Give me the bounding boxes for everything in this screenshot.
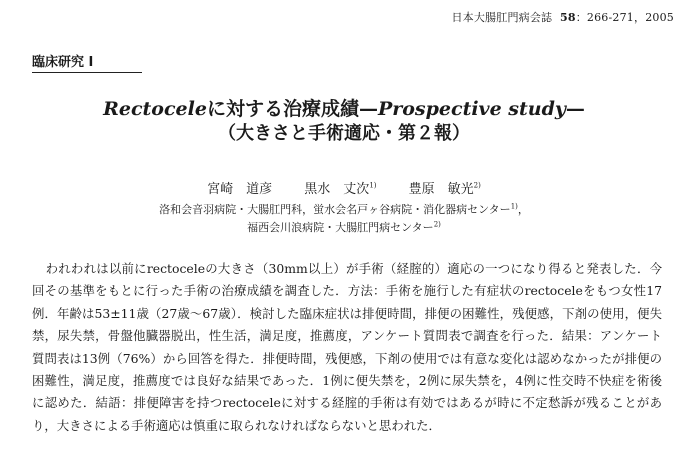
title-italic-rectocele: Rectocele xyxy=(103,98,207,120)
author xyxy=(304,182,376,197)
year-comma: ， xyxy=(634,11,646,24)
title-dash: — xyxy=(358,98,378,120)
affiliation-text: 洛和会音羽病院・大腸肛門科，蛍水会名戸ヶ谷病院・消化器病センター xyxy=(159,203,511,216)
affiliation-line-1 xyxy=(0,201,688,217)
journal-name: 日本大腸肛門病会誌 xyxy=(451,11,553,24)
author xyxy=(409,182,481,197)
journal-header xyxy=(451,9,674,25)
author-name: 豊原 敏光 xyxy=(408,182,474,197)
title-main: に対する治療成績 xyxy=(206,98,359,120)
journal-year: 2005 xyxy=(645,11,674,24)
author-mark: 2) xyxy=(473,181,481,190)
affiliation-text: 福西会川浪病院・大腸肛門病センター xyxy=(247,221,434,234)
author-list xyxy=(0,178,688,197)
affiliation-line-2 xyxy=(0,219,688,235)
title-italic-study: Prospective study xyxy=(377,98,566,120)
title-dash-end: — xyxy=(565,98,585,120)
author-name: 宮崎 道彦 xyxy=(207,182,273,197)
paper-title xyxy=(0,96,688,122)
journal-volume: 58 xyxy=(559,11,576,24)
section-tag: 臨床研究 I xyxy=(32,51,142,73)
abstract-text: われわれは以前にrectoceleの大きさ（30mm以上）が手術（経腟的）適応の一つになり得ると発表した．今回その基準をもとに行った手術の治療成績を調査した．方法：手術を施行した有症状のrectoceleをもつ女性17例．年齢は53±11歳（27歳〜67歳）．検討した臨床症状は排便時間，排便の困難性，残便感，下剤の使用，便失禁，尿失禁，骨盤他臓器脱出，性生活，満足度，推薦度，アンケート質問表で調査を行った．結果：アンケート質問表は13例（76%）から回答を得た．排便時間，残便感，下剤の使用では有意な変化は認めなかったが排便の困難性，満足度，推薦度では良好な結果であった．1例に便失禁を，2例に尿失禁を，4例に性交時不快症を術後に認めた．結語：排便障害を持つrectoceleに対する経腟的手術は有効ではあるが時に不定愁訴が残ることがあり，大きさによる手術適応は慎重に取られなければならないと思われた． xyxy=(32,261,662,433)
affiliation-mark: 2) xyxy=(433,220,441,229)
author xyxy=(207,182,272,197)
affiliation-mark: 1) xyxy=(510,202,518,211)
author-mark: 1) xyxy=(369,181,377,190)
author-name: 黒水 丈次 xyxy=(304,182,370,197)
volume-colon: ： xyxy=(575,11,587,24)
journal-pages: 266-271 xyxy=(586,11,634,24)
paper-subtitle: （大きさと手術適応・第２報） xyxy=(218,123,470,144)
affiliation-comma: ， xyxy=(517,203,529,216)
